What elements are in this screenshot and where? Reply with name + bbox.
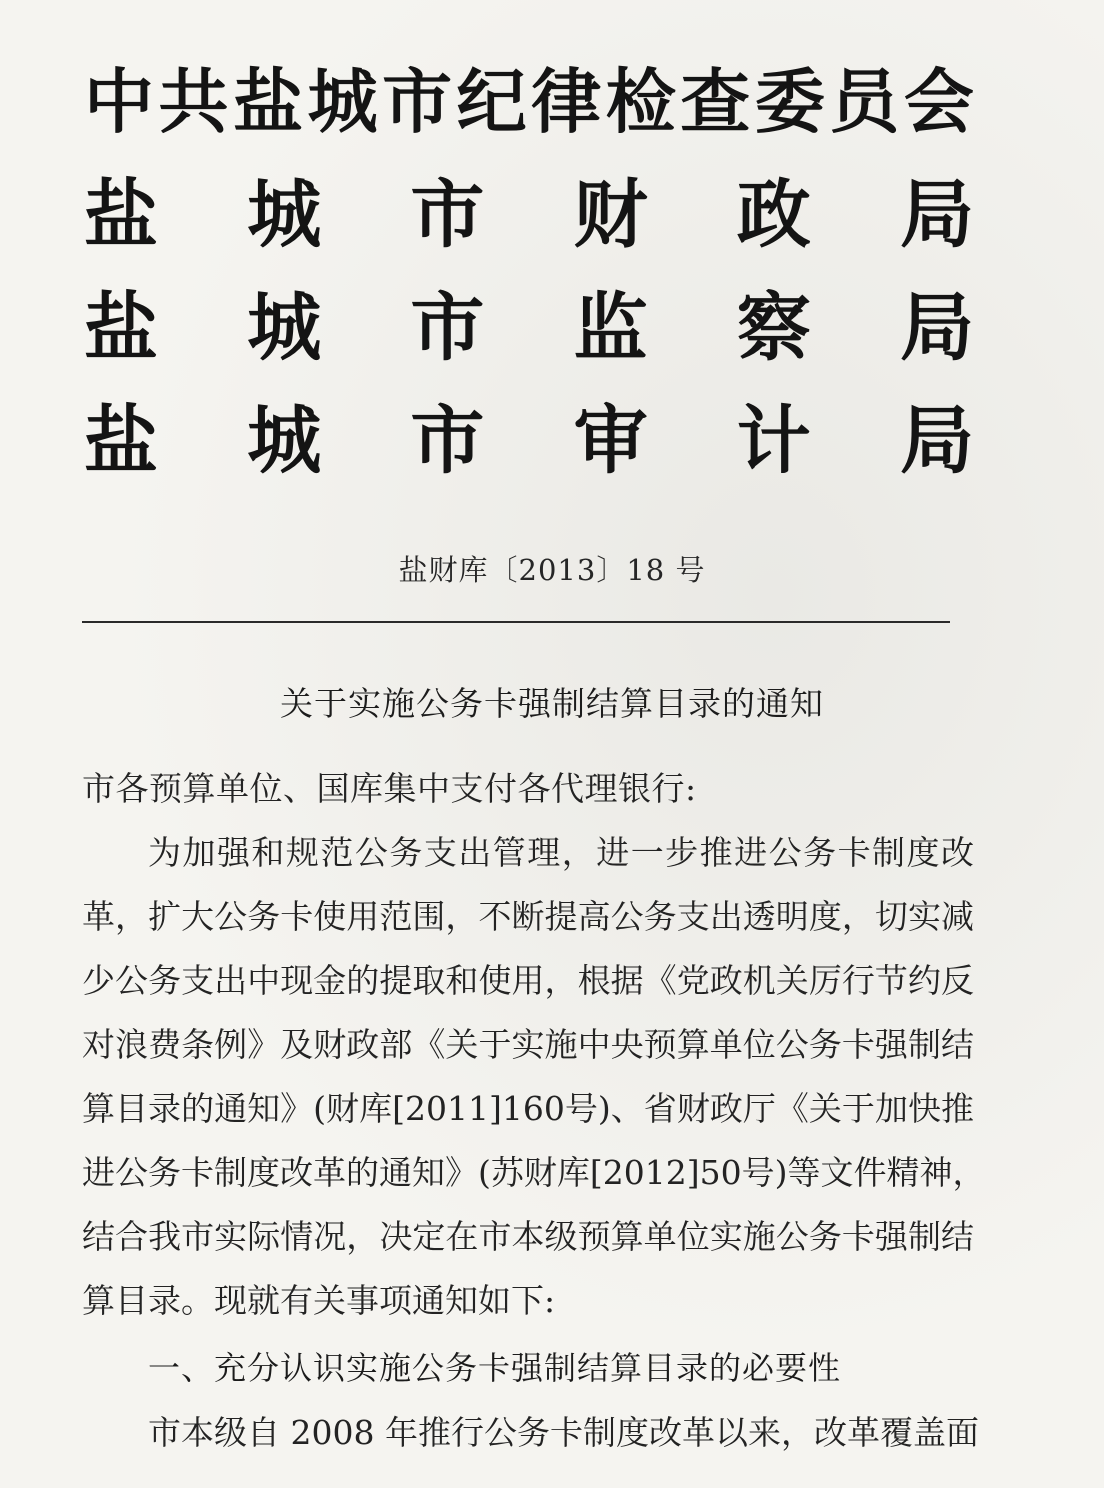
org-char: 检 [605, 61, 676, 143]
org-char: 中 [84, 61, 154, 143]
paragraph-line: 革，扩大公务卡使用范围，不断提高公务支出透明度，切实减 [82, 897, 974, 936]
org-char: 局 [899, 398, 974, 484]
org-char: 市 [382, 61, 453, 143]
org-char: 盐 [84, 285, 158, 371]
issuer-org-supervision-bureau [84, 285, 974, 371]
section-heading: 一、充分认识实施公务卡强制结算目录的必要性 [148, 1349, 842, 1387]
paragraph-line: 市本级自 2008 年推行公务卡制度改革以来，改革覆盖面 [148, 1413, 979, 1452]
org-char: 查 [680, 61, 751, 143]
org-char: 共 [158, 61, 229, 143]
org-char: 盐 [84, 172, 158, 258]
paragraph-line: 算目录。现就有关事项通知如下: [82, 1281, 556, 1320]
paragraph-line: 为加强和规范公务支出管理，进一步推进公务卡制度改 [148, 833, 974, 872]
org-char: 市 [410, 172, 485, 258]
org-char: 政 [736, 172, 811, 258]
document-number: 盐财库〔2013〕18 号 [398, 553, 706, 587]
paragraph-line: 算目录的通知》(财库[2011]160号)、省财政厅《关于加快推 [82, 1089, 974, 1128]
org-char: 纪 [456, 61, 527, 143]
issuer-org-finance-bureau [84, 172, 974, 258]
org-char: 审 [573, 398, 648, 484]
org-char: 市 [410, 285, 485, 371]
paragraph-line: 少公务支出中现金的提取和使用，根据《党政机关厉行节约反 [82, 961, 974, 1000]
org-char: 监 [573, 285, 648, 371]
document-title: 关于实施公务卡强制结算目录的通知 [280, 684, 824, 723]
org-char: 计 [736, 398, 811, 484]
org-char: 盐 [233, 61, 304, 143]
paragraph-line: 对浪费条例》及财政部《关于实施中央预算单位公务卡强制结 [82, 1025, 974, 1064]
org-char: 财 [573, 172, 648, 258]
salutation: 市各预算单位、国库集中支付各代理银行: [82, 769, 697, 808]
issuer-org-discipline-commission [84, 62, 974, 142]
org-char: 委 [754, 61, 825, 143]
org-char: 城 [247, 285, 322, 371]
org-char: 律 [531, 61, 602, 143]
org-char: 城 [307, 61, 378, 143]
header-divider-line [82, 621, 950, 623]
paragraph-line: 结合我市实际情况，决定在市本级预算单位实施公务卡强制结 [82, 1217, 974, 1256]
org-char: 城 [247, 172, 322, 258]
org-char: 局 [899, 285, 974, 371]
org-char: 盐 [84, 398, 158, 484]
org-char: 员 [829, 61, 900, 143]
org-char: 城 [247, 398, 322, 484]
paragraph-line: 进公务卡制度改革的通知》(苏财库[2012]50号)等文件精神， [82, 1153, 986, 1192]
org-char: 会 [903, 61, 974, 143]
org-char: 市 [410, 398, 485, 484]
org-char: 局 [899, 172, 974, 258]
org-char: 察 [736, 285, 811, 371]
issuer-org-audit-bureau [84, 398, 974, 484]
